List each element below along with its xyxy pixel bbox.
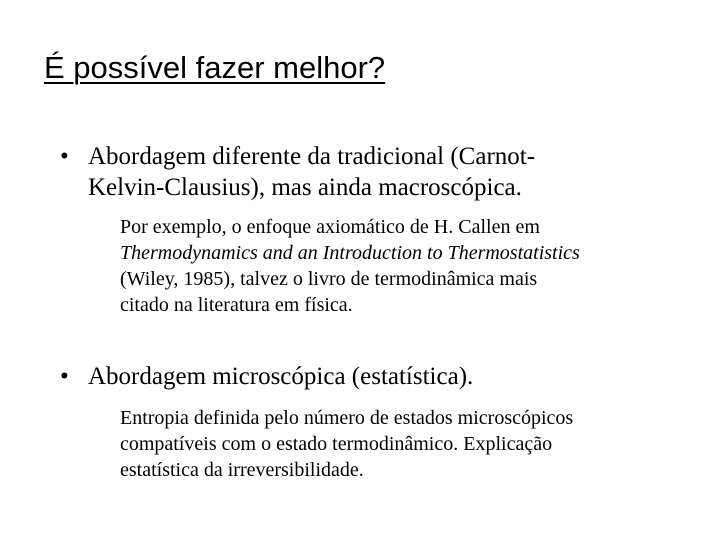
bullet-dot-icon: •	[60, 143, 69, 170]
bullet-text	[88, 361, 473, 392]
bullet-line: Abordagem microscópica (estatística).	[88, 363, 474, 390]
book-title: Thermodynamics and an Introduction to Thermostatistics	[120, 242, 580, 264]
sub-line: estatística da irreversibilidade.	[120, 459, 364, 481]
bullet-line: Abordagem diferente da tradicional (Carnot-	[88, 143, 536, 170]
sub-paragraph	[120, 214, 580, 318]
slide-title: É possível fazer melhor?	[44, 50, 386, 85]
sub-paragraph	[120, 405, 573, 483]
sub-line: citado na literatura em física.	[120, 294, 353, 316]
bullet-line: Kelvin-Clausius), mas ainda macroscópica.	[88, 174, 522, 201]
bullet-dot-icon: •	[60, 363, 69, 390]
sub-line: (Wiley, 1985), talvez o livro de termodinâmica mais	[120, 268, 538, 290]
sub-line: Por exemplo, o enfoque axiomático de H. Callen em	[120, 216, 540, 238]
bullet-text	[88, 141, 535, 203]
sub-line: Entropia definida pelo número de estados microscópicos	[120, 407, 574, 429]
sub-line: compatíveis com o estado termodinâmico. Explicação	[120, 433, 553, 455]
